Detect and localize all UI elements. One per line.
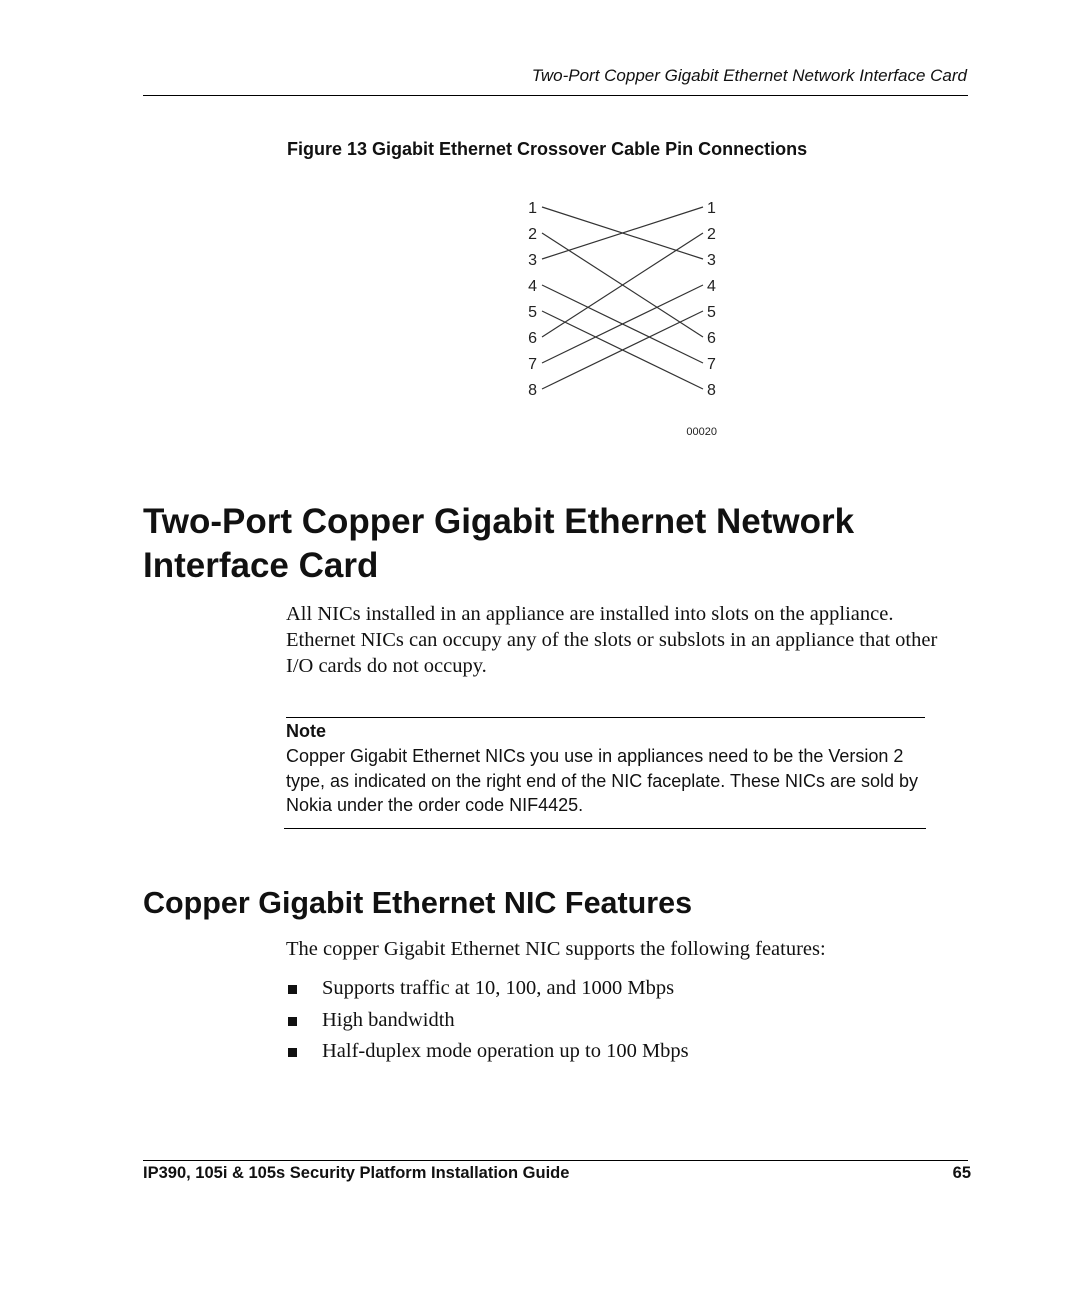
right-pin-label: 4: [707, 278, 716, 295]
crossover-pin-diagram: [515, 190, 735, 450]
figure-id: 00020: [686, 426, 717, 438]
right-pin-label: 1: [707, 200, 716, 217]
running-header: Two-Port Copper Gigabit Ethernet Network Interface Card: [531, 66, 967, 85]
features-intro: The copper Gigabit Ethernet NIC supports the following features:: [286, 938, 826, 960]
feature-text: Half-duplex mode operation up to 100 Mbps: [322, 1040, 689, 1062]
square-bullet-icon: [288, 1017, 297, 1026]
feature-text: Supports traffic at 10, 100, and 1000 Mbps: [322, 977, 675, 999]
left-pin-label: 4: [528, 278, 537, 295]
square-bullet-icon: [288, 1048, 297, 1057]
left-pin-label: 2: [528, 226, 537, 243]
page-number: 65: [952, 1164, 971, 1182]
left-pin-label: 7: [528, 356, 537, 373]
right-pin-label: 8: [707, 382, 716, 399]
feature-list: [286, 973, 689, 1068]
note-bottom-rule: [284, 828, 926, 829]
right-pin-label: 3: [707, 252, 716, 269]
left-pin-label: 3: [528, 252, 537, 269]
left-pin-label: 8: [528, 382, 537, 399]
footer-rule: [143, 1160, 968, 1161]
note-body: Copper Gigabit Ethernet NICs you use in appliances need to be the Version 2 type, as indicated on the right end of the NIC faceplate. These NICs are sold by Nokia under the order code NIF4425.: [286, 746, 919, 815]
section-intro: All NICs installed in an appliance are installed into slots on the appliance. Ethernet NICs can occupy any of the slots or subslots in an appliance that other I/O cards do not occupy.: [286, 603, 938, 677]
right-pin-label: 7: [707, 356, 716, 373]
note-title: Note: [286, 721, 326, 741]
subsection-title: Copper Gigabit Ethernet NIC Features: [143, 886, 693, 920]
header-rule: [143, 95, 968, 96]
list-item: [286, 1005, 689, 1037]
feature-text: High bandwidth: [322, 1008, 455, 1031]
right-pin-label: 2: [707, 226, 716, 243]
left-pin-label: 1: [528, 200, 537, 217]
list-item: [286, 973, 689, 1005]
list-item: [286, 1036, 689, 1068]
left-pin-label: 6: [528, 330, 537, 347]
section-title: Two-Port Copper Gigabit Ethernet Network Interface Card: [143, 502, 855, 585]
note-top-rule: [286, 717, 925, 718]
footer-guide-title: IP390, 105i & 105s Security Platform Installation Guide: [143, 1164, 570, 1182]
right-pin-label: 5: [707, 304, 716, 321]
square-bullet-icon: [288, 985, 297, 994]
right-pin-label: 6: [707, 330, 716, 347]
left-pin-label: 5: [528, 304, 537, 321]
figure-caption: Figure 13 Gigabit Ethernet Crossover Cable Pin Connections: [287, 139, 808, 159]
